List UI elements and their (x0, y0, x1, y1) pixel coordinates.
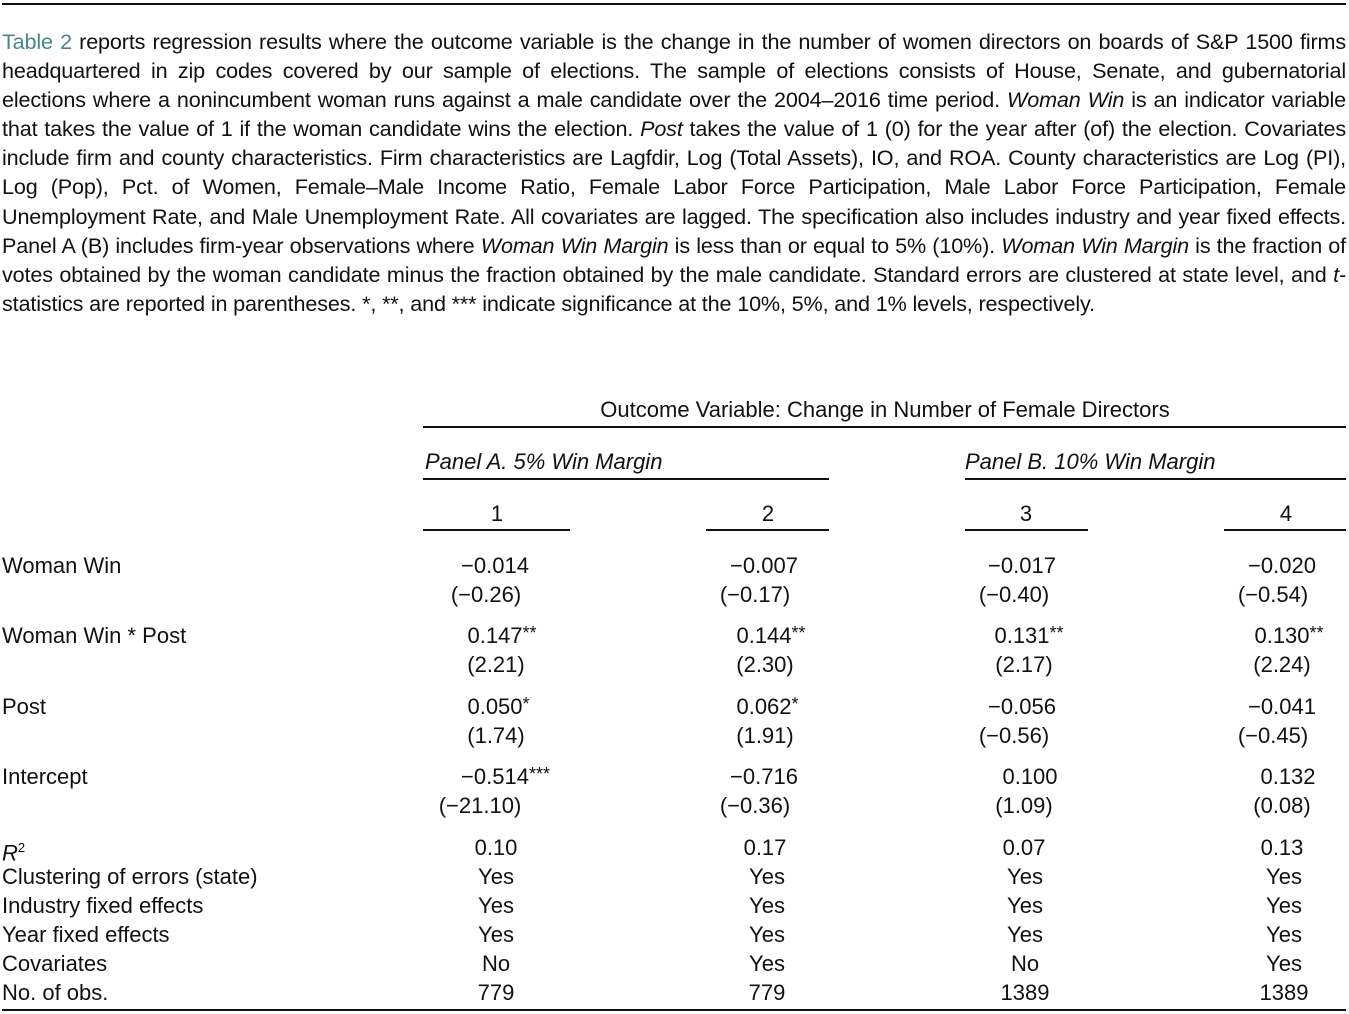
significance-stars: ** (1049, 623, 1064, 643)
t-statistic: (−0.45) (1237, 723, 1309, 748)
significance-stars: ** (791, 623, 806, 643)
t-statistic: (2.30) (736, 652, 794, 677)
significance-stars: ** (522, 623, 537, 643)
spec-row-label: Covariates (2, 951, 108, 976)
t-statistic: (−0.56) (978, 723, 1050, 748)
caption-text: is less than or equal to 5% (10%). (668, 232, 1002, 258)
column-rule (706, 529, 829, 531)
coefficient-cell (1248, 694, 1316, 720)
panel-a-header: Panel A. 5% Win Margin (425, 449, 663, 474)
spec-value: 779 (748, 980, 786, 1005)
outcome-header-rule (423, 426, 1346, 428)
coefficient-cell (467, 694, 530, 720)
caption-emphasis: Woman Win Margin (1001, 232, 1189, 258)
significance-stars: * (791, 694, 799, 714)
r-squared-exponent: 2 (17, 840, 26, 855)
top-rule (2, 3, 1346, 5)
caption-emphasis: Woman Win Margin (480, 232, 669, 258)
coefficient-value: −0.014 (461, 553, 529, 578)
significance-stars: * (522, 694, 530, 714)
r-squared-label (2, 835, 25, 866)
row-label: Woman Win (2, 553, 122, 578)
caption-emphasis: t (1333, 261, 1339, 287)
coefficient-value: −0.020 (1248, 553, 1316, 578)
r-squared-value: 0.17 (743, 835, 787, 860)
coefficient-cell (1002, 764, 1057, 790)
table-caption (2, 27, 1346, 318)
coefficient-cell (461, 764, 550, 790)
coefficient-cell (994, 623, 1064, 649)
coefficient-cell (988, 694, 1056, 720)
spec-value: Yes (478, 864, 514, 889)
coefficient-value: −0.514 (461, 764, 529, 789)
panel-b-rule (965, 478, 1346, 480)
t-statistic: (1.74) (467, 723, 525, 748)
coefficient-cell (730, 553, 798, 579)
t-statistic: (−0.26) (450, 582, 522, 607)
coefficient-value: 0.100 (1002, 764, 1058, 789)
coefficient-value: 0.144 (736, 623, 792, 648)
spec-value: Yes (749, 864, 785, 889)
coefficient-cell (988, 553, 1056, 579)
t-statistic: (−0.17) (719, 582, 791, 607)
t-statistic: (−0.54) (1237, 582, 1309, 607)
caption-text: -statistics are reported in parentheses. *, **, and *** indicate significance at the 10%, 5%, and 1% levels, respectively. (2, 261, 1346, 316)
panel-b-header: Panel B. 10% Win Margin (965, 449, 1216, 474)
t-statistic: (2.24) (1253, 652, 1311, 677)
column-number: 3 (1019, 501, 1033, 526)
spec-value: Yes (1007, 922, 1043, 947)
coefficient-cell (1248, 553, 1316, 579)
column-rule (1224, 529, 1346, 531)
panel-a-rule (423, 478, 829, 480)
column-rule (965, 529, 1088, 531)
spec-value: Yes (1007, 893, 1043, 918)
column-number: 2 (761, 501, 775, 526)
spec-value: Yes (478, 922, 514, 947)
t-statistic: (−0.40) (978, 582, 1050, 607)
significance-stars: *** (528, 764, 550, 784)
row-label: Woman Win * Post (2, 623, 187, 648)
column-rule (423, 529, 570, 531)
column-number: 4 (1279, 501, 1293, 526)
spec-value: Yes (749, 922, 785, 947)
coefficient-value: 0.050 (467, 694, 523, 719)
row-label: Post (2, 694, 47, 719)
spec-row-label: Industry fixed effects (2, 893, 204, 918)
coefficient-cell (730, 764, 798, 790)
t-statistic: (1.09) (995, 793, 1053, 818)
t-statistic: (−21.10) (438, 793, 522, 818)
coefficient-value: 0.132 (1260, 764, 1316, 789)
spec-value: Yes (749, 893, 785, 918)
spec-value: No (481, 951, 511, 976)
caption-emphasis: Woman Win (1007, 87, 1125, 113)
bottom-rule (2, 1009, 1346, 1011)
spec-row-label: Year fixed effects (2, 922, 170, 947)
t-statistic: (2.17) (995, 652, 1053, 677)
t-statistic: (2.21) (467, 652, 525, 677)
r-squared-value: 0.07 (1002, 835, 1046, 860)
coefficient-value: 0.131 (994, 623, 1050, 648)
coefficient-cell (736, 623, 806, 649)
spec-value: Yes (478, 893, 514, 918)
spec-value: Yes (749, 951, 785, 976)
coefficient-cell (736, 694, 799, 720)
r-squared-value: 0.10 (474, 835, 518, 860)
caption-text: is the fraction of votes obtained by the woman candidate minus the fraction obtained by the male candidate. Standard errors are clustered at state level, and (2, 232, 1346, 287)
table-reference-link[interactable]: Table 2 (2, 29, 72, 54)
spec-value: 779 (477, 980, 515, 1005)
t-statistic: (1.91) (736, 723, 794, 748)
coefficient-value: −0.041 (1248, 694, 1316, 719)
spec-value: Yes (1007, 864, 1043, 889)
t-statistic: (−0.36) (719, 793, 791, 818)
caption-text: reports regression results where the outcome variable is the change in the number of women directors on boards of S&P 1500 firms headquartered in zip codes covered by our sample of elections. The sample of elections consists of House, Senate, and gubernatorial elections where a nonincumbent woman runs against a male candidate over the 2004–2016 time period. (2, 29, 1346, 113)
caption-emphasis: Post (640, 116, 683, 142)
spec-value: Yes (1266, 864, 1302, 889)
coefficient-value: 0.062 (736, 694, 792, 719)
spec-row-label: Clustering of errors (state) (2, 864, 258, 889)
coefficient-value: 0.147 (467, 623, 523, 648)
coefficient-cell (1254, 623, 1324, 649)
spec-value: No (1010, 951, 1040, 976)
outcome-variable-header: Outcome Variable: Change in Number of Female Directors (600, 397, 1170, 422)
spec-value: Yes (1266, 951, 1302, 976)
coefficient-value: −0.056 (988, 694, 1056, 719)
r-squared-symbol: R (2, 840, 18, 866)
spec-row-label: No. of obs. (2, 980, 109, 1005)
significance-stars: ** (1309, 623, 1324, 643)
coefficient-cell (461, 553, 529, 579)
row-label: Intercept (2, 764, 88, 789)
coefficient-cell (467, 623, 537, 649)
caption-text: is an indicator variable that takes the value of 1 if the woman candidate wins the election. (2, 87, 1346, 142)
spec-value: Yes (1266, 922, 1302, 947)
coefficient-value: −0.716 (730, 764, 798, 789)
caption-text: takes the value of 1 (0) for the year after (of) the election. Covariates include firm and county characteristics. Firm characteristics are Lagfdir, Log (Total Assets), IO, and ROA. County characteristics are Log (PI), Log (Pop), Pct. of Women, Female–Male Income Ratio, Female Labor Force Participation, Male Labor Force Participation, Female Unemployment Rate, and Male Unemployment Rate. All covariates are lagged. The specification also includes industry and year fixed effects. Panel A (B) includes firm-year observations where (2, 116, 1346, 258)
spec-value: 1389 (1259, 980, 1309, 1005)
spec-value: 1389 (1000, 980, 1050, 1005)
spec-value: Yes (1266, 893, 1302, 918)
coefficient-value: −0.017 (988, 553, 1056, 578)
coefficient-value: 0.130 (1254, 623, 1310, 648)
coefficient-cell (1260, 764, 1315, 790)
t-statistic: (0.08) (1253, 793, 1311, 818)
r-squared-value: 0.13 (1260, 835, 1304, 860)
coefficient-value: −0.007 (730, 553, 798, 578)
column-number: 1 (490, 501, 504, 526)
